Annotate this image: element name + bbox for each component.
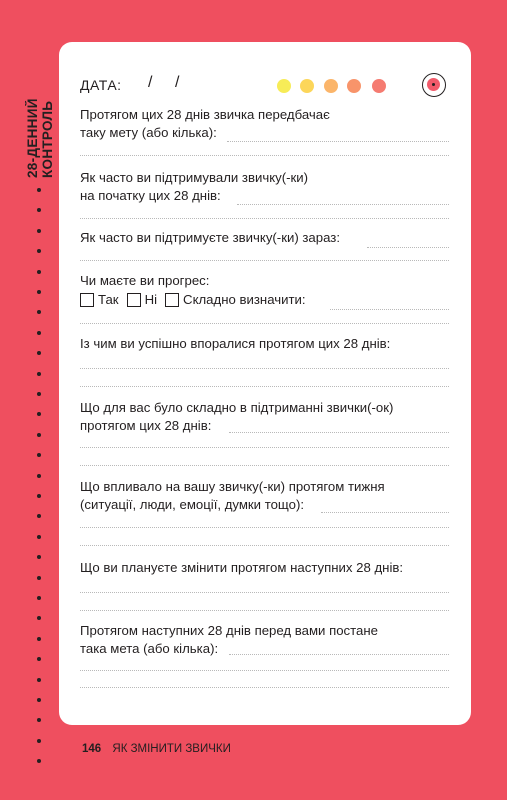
checkbox-yes-label: Так [98, 292, 119, 307]
question-line: Протягом наступних 28 днів перед вами постане [80, 623, 378, 638]
side-dot [37, 229, 41, 233]
question-text [80, 272, 450, 290]
answer-line[interactable] [80, 592, 449, 593]
side-dot [37, 514, 41, 518]
answer-line[interactable] [80, 465, 449, 466]
side-dot-column [37, 188, 45, 788]
question-line: Що впливало на вашу звичку(-ки) протягом тижня [80, 479, 385, 494]
book-title: ЯК ЗМІНИТИ ЗВИЧКИ [112, 743, 231, 755]
answer-line[interactable] [321, 512, 449, 513]
side-dot [37, 290, 41, 294]
side-dot [37, 351, 41, 355]
question-text [80, 559, 450, 577]
side-dot [37, 208, 41, 212]
checkbox-no[interactable] [127, 293, 141, 307]
page-number: 146 [82, 743, 102, 755]
answer-line[interactable] [80, 447, 449, 448]
answer-line[interactable] [80, 687, 449, 688]
question-text [80, 229, 450, 247]
side-dot [37, 453, 41, 457]
checkbox-no-label: Ні [144, 292, 158, 307]
page-footer [82, 743, 231, 755]
date-label: ДАТА: [80, 77, 122, 93]
question-line: Що ви плануєте змінити протягом наступних 28 днів: [80, 560, 404, 575]
answer-line[interactable] [229, 654, 449, 655]
answer-line[interactable] [80, 155, 449, 156]
question-text [80, 335, 450, 353]
side-dot [37, 739, 41, 743]
side-dot [37, 188, 41, 192]
question-line: на початку цих 28 днів: [80, 187, 221, 203]
mood-dot[interactable] [300, 79, 314, 93]
progress-options [80, 292, 314, 307]
answer-line[interactable] [229, 432, 449, 433]
side-dot [37, 474, 41, 478]
answer-line[interactable] [80, 323, 449, 324]
side-dot [37, 270, 41, 274]
side-dot [37, 596, 41, 600]
mood-dot[interactable] [347, 79, 361, 93]
side-dot [37, 657, 41, 661]
side-dot [37, 494, 41, 498]
worksheet-card [59, 42, 471, 725]
mood-dot[interactable] [277, 79, 291, 93]
date-field [80, 74, 180, 93]
question-line: Як часто ви підтримуєте звичку(-ки) зараз: [80, 230, 341, 245]
side-dot [37, 310, 41, 314]
question-text [80, 169, 450, 204]
question-line: таку мету (або кілька): [80, 124, 217, 140]
side-dot [37, 637, 41, 641]
side-dot [37, 535, 41, 539]
date-separator: / [148, 74, 153, 91]
side-dot [37, 412, 41, 416]
side-dot [37, 555, 41, 559]
question-line: протягом цих 28 днів: [80, 417, 212, 433]
question-line: така мета (або кілька): [80, 640, 219, 656]
question-text [80, 399, 450, 434]
question-text [80, 478, 450, 513]
answer-line[interactable] [80, 610, 449, 611]
answer-line[interactable] [237, 204, 449, 205]
question-line: Протягом цих 28 днів звичка передбачає [80, 107, 330, 122]
answer-line[interactable] [80, 218, 449, 219]
side-dot [37, 249, 41, 253]
side-dot [37, 433, 41, 437]
question-line: Як часто ви підтримували звичку(-ки) [80, 170, 309, 185]
side-dot [37, 372, 41, 376]
side-dot [37, 759, 41, 763]
answer-line[interactable] [367, 247, 449, 248]
side-dot [37, 331, 41, 335]
checkbox-unsure[interactable] [165, 293, 179, 307]
side-dot [37, 718, 41, 722]
question-line: Чи маєте ви прогрес: [80, 273, 210, 288]
checkbox-yes[interactable] [80, 293, 94, 307]
question-line: (ситуації, люди, емоції, думки тощо): [80, 496, 305, 512]
question-text [80, 622, 450, 657]
answer-line[interactable] [80, 527, 449, 528]
mood-dot[interactable] [372, 79, 386, 93]
side-dot [37, 616, 41, 620]
answer-line[interactable] [80, 368, 449, 369]
answer-line[interactable] [80, 386, 449, 387]
answer-line[interactable] [80, 545, 449, 546]
question-text [80, 106, 450, 141]
answer-line[interactable] [80, 260, 449, 261]
date-separator: / [175, 74, 180, 91]
section-title: 28-ДЕННИЙ КОНТРОЛЬ [25, 98, 55, 178]
question-line: Із чим ви успішно впоралися протягом цих 28 днів: [80, 336, 391, 351]
answer-line[interactable] [330, 309, 449, 310]
side-dot [37, 576, 41, 580]
side-dot [37, 698, 41, 702]
mood-dot[interactable] [324, 79, 338, 93]
answer-line[interactable] [80, 670, 449, 671]
mood-selected-icon[interactable] [422, 73, 446, 97]
checkbox-unsure-label: Складно визначити: [183, 292, 306, 307]
question-line: Що для вас було складно в підтриманні звички(-ок) [80, 400, 394, 415]
answer-line[interactable] [227, 141, 449, 142]
side-dot [37, 678, 41, 682]
side-dot [37, 392, 41, 396]
